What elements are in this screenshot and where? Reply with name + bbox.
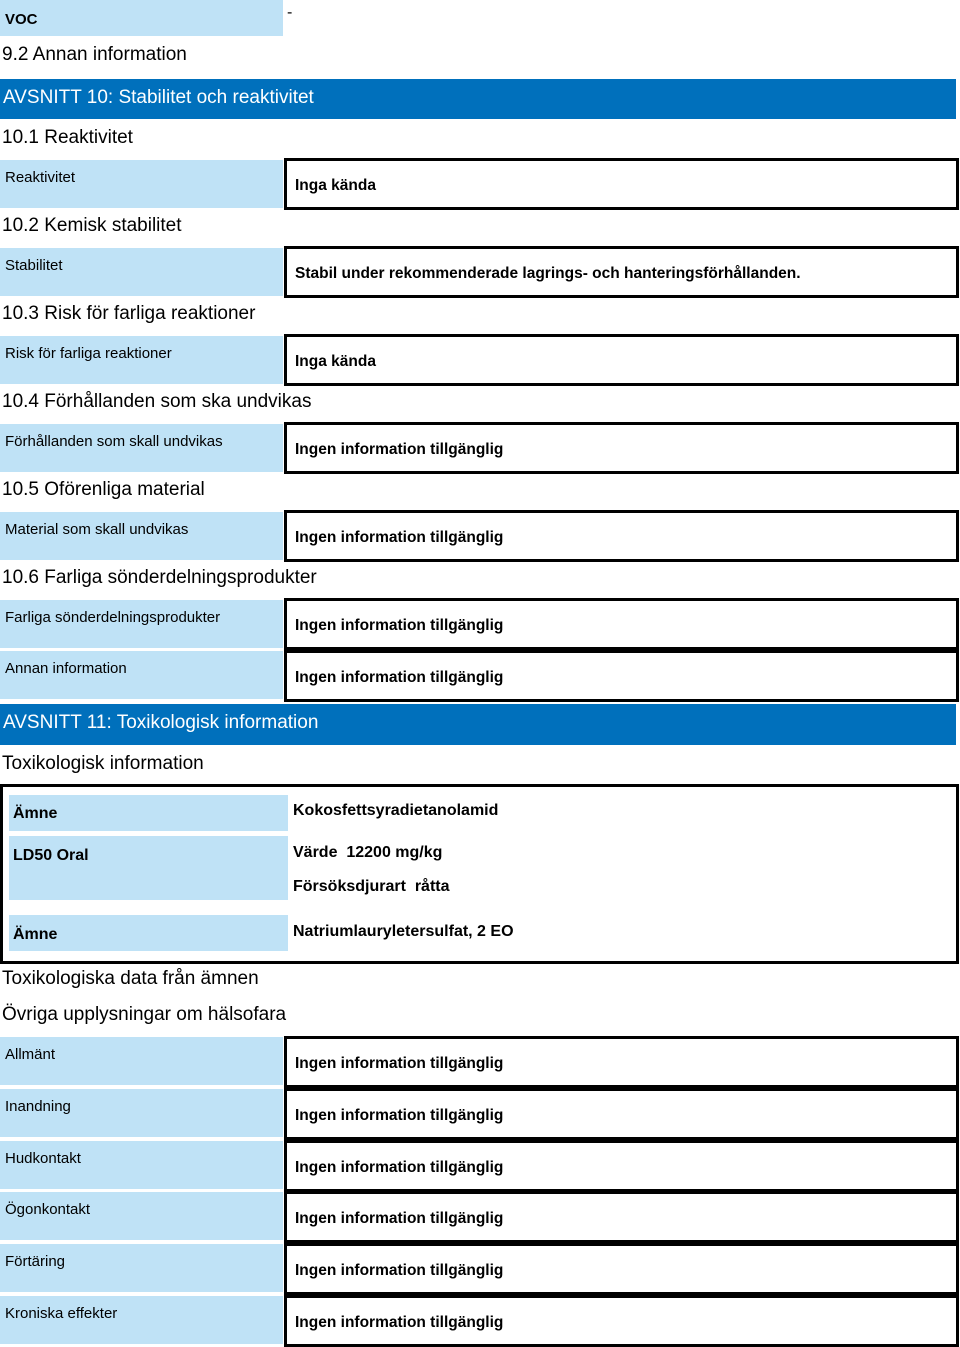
tox-forsok-row [293,878,450,896]
value-inandning: Ingen information tillgänglig [284,1088,959,1140]
voc-value: - [287,4,293,21]
tox-varde-row [293,844,442,862]
value-sonderdelning: Ingen information tillgänglig [284,598,959,650]
value-allmant: Ingen information tillgänglig [284,1036,959,1088]
value-ogonkontakt: Ingen information tillgänglig [284,1191,959,1243]
value-fortaring: Ingen information tillgänglig [284,1243,959,1295]
heading-9-2: 9.2 Annan information [2,44,187,65]
label-sonderdelning: Farliga sönderdelningsprodukter [0,600,283,648]
heading-toxdata: Toxikologiska data från ämnen [2,968,259,989]
voc-label: VOC [0,0,283,36]
label-annan-information: Annan information [0,651,283,699]
tox-ld50-label: LD50 Oral [9,836,288,900]
tox-amne-label-2: Ämne [9,915,288,951]
heading-10-2: 10.2 Kemisk stabilitet [2,215,182,236]
label-inandning: Inandning [0,1089,283,1137]
heading-10-3: 10.3 Risk för farliga reaktioner [2,303,256,324]
section-11-header: AVSNITT 11: Toxikologisk information [0,704,956,745]
heading-10-1: 10.1 Reaktivitet [2,127,133,148]
tox-amne-label-1: Ämne [9,795,288,831]
value-stabilitet: Stabil under rekommenderade lagrings- och hanteringsförhållanden. [284,246,959,298]
label-allmant: Allmänt [0,1037,283,1085]
value-annan-information: Ingen information tillgänglig [284,650,959,702]
heading-10-6: 10.6 Farliga sönderdelningsprodukter [2,567,317,588]
label-hudkontakt: Hudkontakt [0,1141,283,1189]
heading-ovriga: Övriga upplysningar om hälsofara [2,1004,287,1025]
heading-10-4: 10.4 Förhållanden som ska undvikas [2,391,312,412]
tox-varde-label: Värde [293,844,338,861]
heading-10-5: 10.5 Oförenliga material [2,479,205,500]
value-hudkontakt: Ingen information tillgänglig [284,1140,959,1192]
tox-forsok-label: Försöksdjurart [293,878,406,895]
tox-varde-value: 12200 mg/kg [346,844,443,861]
tox-amne-value-1: Kokosfettsyradietanolamid [293,802,499,819]
value-material: Ingen information tillgänglig [284,510,959,562]
label-farliga-reaktioner: Risk för farliga reaktioner [0,336,283,384]
label-ogonkontakt: Ögonkontakt [0,1192,283,1240]
value-forhallanden: Ingen information tillgänglig [284,422,959,474]
value-kroniska: Ingen information tillgänglig [284,1295,959,1347]
value-farliga-reaktioner: Inga kända [284,334,959,386]
heading-toxikologisk: Toxikologisk information [2,753,204,774]
label-forhallanden: Förhållanden som skall undvikas [0,424,283,472]
value-reaktivitet: Inga kända [284,158,959,210]
tox-amne-value-2: Natriumlauryletersulfat, 2 EO [293,923,514,940]
label-kroniska: Kroniska effekter [0,1296,283,1344]
label-reaktivitet: Reaktivitet [0,160,283,208]
label-fortaring: Förtäring [0,1244,283,1292]
tox-forsok-value: råtta [414,878,450,895]
label-stabilitet: Stabilitet [0,248,283,296]
label-material: Material som skall undvikas [0,512,283,560]
section-10-header: AVSNITT 10: Stabilitet och reaktivitet [0,79,956,119]
